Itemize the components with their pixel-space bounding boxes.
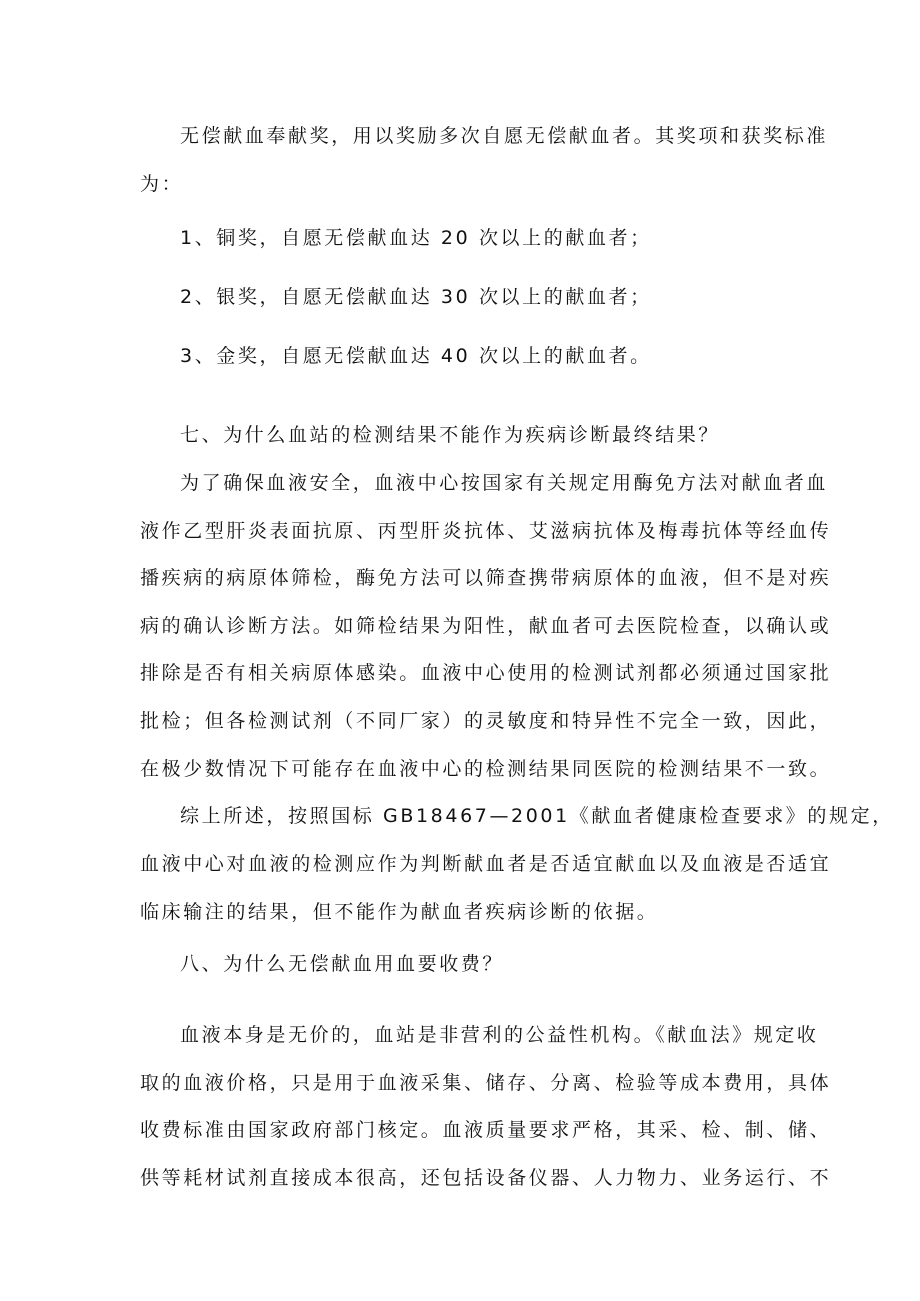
award-silver: 2、银奖，自愿无偿献血达 30 次以上的献血者； [180,286,652,308]
section8-para1-line: 供等耗材试剂直接成本很高，还包括设备仪器、人力物力、业务运行、不 [140,1167,832,1189]
award-gold: 3、金奖，自愿无偿献血达 40 次以上的献血者。 [180,345,652,367]
intro-line: 为： [140,173,184,195]
section8-para1-line: 血液本身是无价的，血站是非营利的公益性机构。《献血法》规定收 [180,1024,819,1046]
section7-para1-line: 为了确保血液安全，血液中心按国家有关规定用酶免方法对献血者血 [180,472,829,494]
section7-para2-line: 临床输注的结果，但不能作为献血者疾病诊断的依据。 [140,901,659,923]
section7-para1-line: 批检；但各检测试剂（不同厂家）的灵敏度和特异性不完全一致，因此， [140,710,832,732]
section7-para1-line: 在极少数情况下可能存在血液中心的检测结果同医院的检测结果不一致。 [140,758,832,780]
section7-heading: 七、为什么血站的检测结果不能作为疾病诊断最终结果？ [180,424,721,446]
section7-para2-line: 血液中心对血液的检测应作为判断献血者是否适宜献血以及血液是否适宜 [140,853,832,875]
section7-para2-line: 综上所述，按照国标 GB18467—2001《献血者健康检查要求》的规定， [180,805,894,827]
section7-para1-line: 播疾病的病原体筛检，酶免方法可以筛查携带病原体的血液，但不是对疾 [140,567,832,589]
section8-heading: 八、为什么无偿献血用血要收费？ [180,953,505,975]
section7-para1-line: 液作乙型肝炎表面抗原、丙型肝炎抗体、艾滋病抗体及梅毒抗体等经血传 [140,520,832,542]
section8-para1-line: 取的血液价格，只是用于血液采集、储存、分离、检验等成本费用，具体 [140,1072,832,1094]
intro-line: 无偿献血奉献奖，用以奖励多次自愿无偿献血者。其奖项和获奖标准 [180,125,829,147]
section8-para1-line: 收费标准由国家政府部门核定。血液质量要求严格，其采、检、制、储、 [140,1119,832,1141]
section7-para1-line: 排除是否有相关病原体感染。血液中心使用的检测试剂都必须通过国家批 [140,662,832,684]
section7-para1-line: 病的确认诊断方法。如筛检结果为阳性，献血者可去医院检查，以确认或 [140,615,832,637]
award-bronze: 1、铜奖，自愿无偿献血达 20 次以上的献血者； [180,227,652,249]
